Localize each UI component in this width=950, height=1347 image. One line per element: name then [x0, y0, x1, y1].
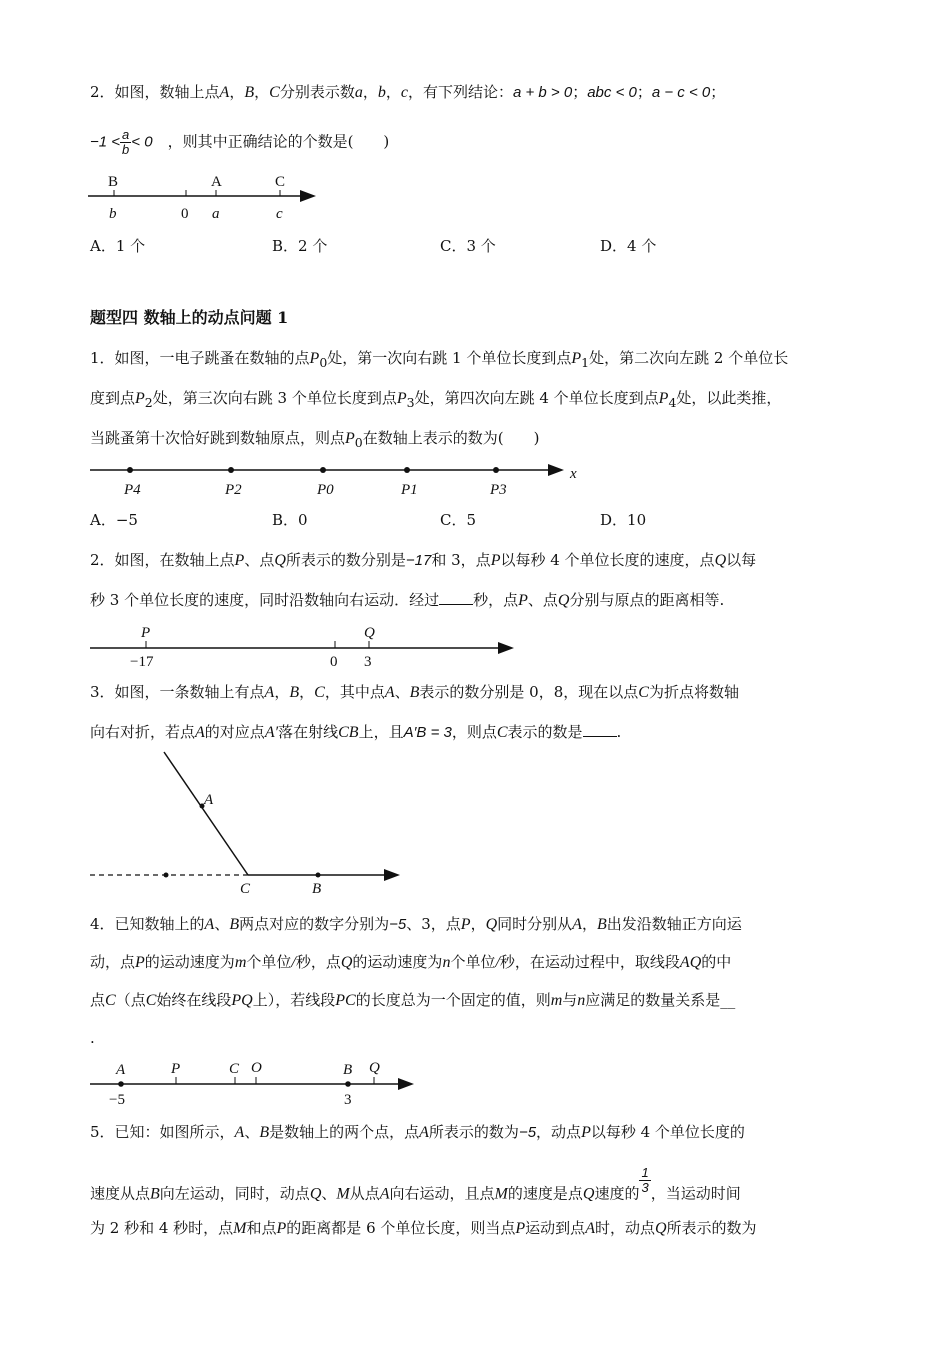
s1-line2: 度到点$P_2$处，第三次向右跳 3 个单位长度到点$P_3$处，第四次向左跳 4 个单位长度到点$P_4$处，以此类推， — [90, 389, 782, 410]
q2-axis-label-C: C — [275, 174, 286, 190]
fraction-one-third: $\frac{1}{3}$ — [641, 1165, 649, 1195]
s1-option-b[interactable]: B．0 — [272, 511, 308, 529]
q2-number-line — [88, 168, 328, 224]
s1-option-a[interactable]: A．−5 — [90, 511, 138, 529]
s3-label-c: C — [240, 881, 251, 897]
s1-option-d[interactable]: D．10 — [600, 511, 647, 529]
s2-axis-value-3: 3 — [364, 654, 372, 670]
q2-axis-label-B: B — [108, 174, 119, 190]
s4-number-line — [90, 1056, 430, 1108]
s3-line1: 3．如图，一条数轴上有点A，B，C，其中点A、B表示的数分别是 0，8，现在以点C为折点将数轴 — [90, 683, 739, 701]
q2-axis-value-b: b — [109, 206, 117, 222]
s4-line2: 动，点P的运动速度为m个单位/秒，点Q的运动速度为n个单位/秒，在运动过程中，取线段AQ的中 — [90, 953, 732, 971]
s4-axis-value-3: 3 — [344, 1092, 352, 1108]
s2-axis-value-0: 0 — [330, 654, 338, 670]
q2-option-b[interactable]: B．2 个 — [272, 237, 328, 255]
s5-line3: 为 2 秒和 4 秒时，点M和点P的距离都是 6 个单位长度，则当点P运动到点A时，动点Q所表示的数为 — [90, 1219, 757, 1237]
q2-axis-value-c: c — [276, 206, 283, 222]
s4-axis-label-c: C — [229, 1061, 240, 1077]
s1-option-c[interactable]: C．5 — [440, 511, 477, 529]
s2-answer-blank[interactable] — [439, 590, 473, 605]
s4-axis-label-p: P — [171, 1061, 181, 1077]
q2-option-a[interactable]: A．1 个 — [90, 237, 146, 255]
s3-answer-blank[interactable] — [583, 722, 617, 737]
s1-number-line — [90, 458, 590, 504]
s4-line3: 点C（点C始终在线段PQ上），若线段PC的长度总为一个固定的值，则m与n应满足的数量关系是__ — [90, 991, 736, 1009]
s1-line1: 1．如图，一电子跳蚤在数轴的点$P_0$处，第一次向右跳 1 个单位长度到点$P_1$处，第二次向左跳 2 个单位长 — [90, 349, 789, 370]
s2-axis-value-neg17: −17 — [130, 654, 154, 670]
s3-label-a: A — [204, 792, 214, 808]
s5-line2: 速度从点B向左运动，同时，动点Q、M从点A向右运动，且点M的速度是点Q速度的 $\frac{1}{3}$ ，当运动时间 — [90, 1165, 741, 1203]
s4-axis-label-q: Q — [369, 1060, 380, 1076]
s3-fold-figure — [90, 752, 410, 898]
s1-axis-x: x — [570, 466, 577, 482]
s4-line4: . — [90, 1029, 95, 1047]
s4-line1: 4．已知数轴上的A、B两点对应的数字分别为−5、3，点P，Q同时分别从A，B出发沿数轴正方向运 — [90, 915, 742, 933]
q2-option-d[interactable]: D．4 个 — [600, 237, 657, 255]
s2-line2: 秒 3 个单位长度的速度，同时沿数轴向右运动．经过 秒，点P、点Q分别与原点的距离相等. — [90, 591, 725, 609]
s2-line1: 2．如图，在数轴上点P、点Q所表示的数分别是−17和 3，点P以每秒 4 个单位长度的速度，点Q以每 — [90, 551, 757, 569]
s4-axis-value-neg5: −5 — [109, 1092, 125, 1108]
s1-axis-label-p2: P2 — [225, 482, 242, 498]
s5-line1: 5．已知：如图所示，A、B是数轴上的两个点，点A所表示的数为−5，动点P以每秒 4 个单位长度的 — [90, 1123, 745, 1141]
q2-option-c[interactable]: C．3 个 — [440, 237, 496, 255]
q2-axis-label-A: A — [211, 174, 222, 190]
q2-line2: −1 < $\frac{a}{b}$ < 0 ，则其中正确结论的个数是( ) — [90, 127, 390, 157]
s4-axis-label-o: O — [251, 1060, 262, 1076]
fraction-a-over-b: $\frac{a}{b}$ — [122, 127, 130, 157]
s3-line2: 向右对折，若点A的对应点A′落在射线CB上，且A′B = 3，则点C表示的数是 . — [90, 723, 622, 741]
q2-line1: 2．如图，数轴上点A，B，C分别表示数a，b，c，有下列结论：a + b > 0；abc < 0；a − c < 0； — [90, 83, 726, 101]
s2-axis-label-p: P — [141, 625, 151, 641]
s2-number-line — [90, 618, 530, 674]
q2-axis-value-a: a — [212, 206, 220, 222]
s4-answer-blank[interactable]: __ — [720, 991, 736, 1009]
s1-line3: 当跳蚤第十次恰好跳到数轴原点，则点$P_0$在数轴上表示的数为( ) — [90, 429, 540, 450]
q2-axis-value-0: 0 — [181, 206, 189, 222]
s2-axis-label-q: Q — [364, 625, 375, 641]
s1-axis-label-p3: P3 — [490, 482, 507, 498]
s1-axis-label-p4: P4 — [124, 482, 141, 498]
section-title: 题型四 数轴上的动点问题 1 — [90, 308, 289, 327]
s1-axis-label-p0: P0 — [317, 482, 334, 498]
s4-axis-label-b: B — [343, 1062, 353, 1078]
s3-label-b: B — [312, 881, 322, 897]
s1-axis-label-p1: P1 — [401, 482, 418, 498]
s4-axis-label-a: A — [116, 1062, 126, 1078]
